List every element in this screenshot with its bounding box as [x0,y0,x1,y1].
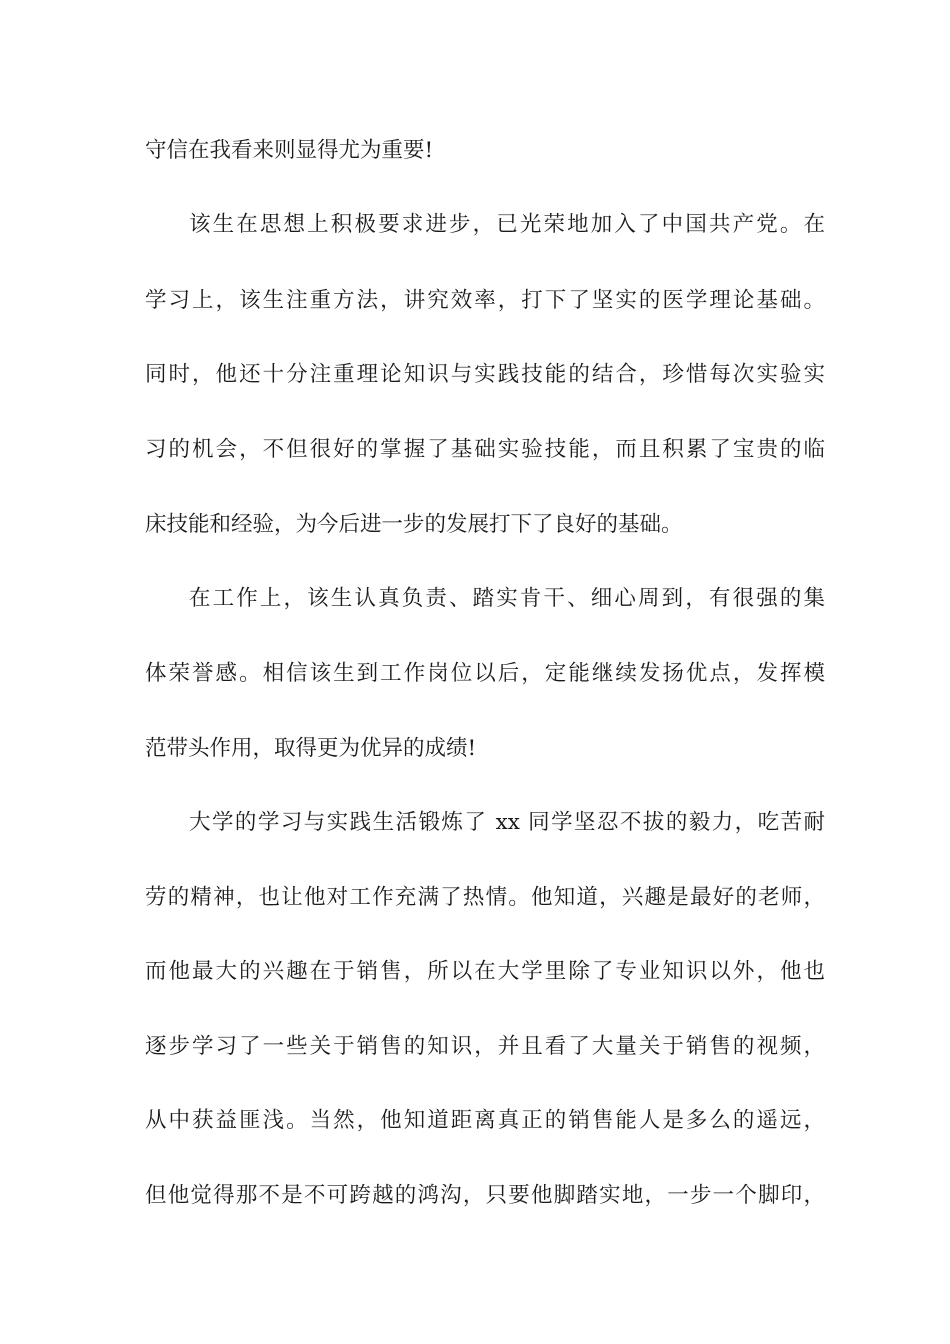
text-line: 从中获益匪浅。当然，他知道距离真正的销售能人是多么的遥远， [145,1108,825,1133]
text-line: 劳的精神，也让他对工作充满了热情。他知道，兴趣是最好的老师， [145,885,825,910]
text-line: 大学的学习与实践生活锻炼了 xx 同学坚忍不拔的毅力，吃苦耐 [189,810,825,835]
text-line: 体荣誉感。相信该生到工作岗位以后，定能继续发扬优点，发挥模 [145,661,825,686]
text-line: 在工作上，该生认真负责、踏实肯干、细心周到，有很强的集 [189,586,825,611]
text-line: 逐步学习了一些关于销售的知识，并且看了大量关于销售的视频， [145,1034,825,1059]
text-line: 范带头作用，取得更为优异的成绩! [145,736,477,761]
text-line: 习的机会，不但很好的掌握了基础实验技能，而且积累了宝贵的临 [145,437,825,462]
text-line: 床技能和经验，为今后进一步的发展打下了良好的基础。 [145,512,683,537]
text-line: 但他觉得那不是不可跨越的鸿沟，只要他脚踏实地，一步一个脚印， [145,1183,825,1208]
text-line: 守信在我看来则显得尤为重要! [145,138,434,163]
text-line: 而他最大的兴趣在于销售，所以在大学里除了专业知识以外，他也 [145,959,825,984]
text-line: 同时，他还十分注重理论知识与实践技能的结合，珍惜每次实验实 [145,362,825,387]
text-line: 学习上，该生注重方法，讲究效率，打下了坚实的医学理论基础。 [145,288,825,313]
text-line: 该生在思想上积极要求进步，已光荣地加入了中国共产党。在 [189,212,825,237]
